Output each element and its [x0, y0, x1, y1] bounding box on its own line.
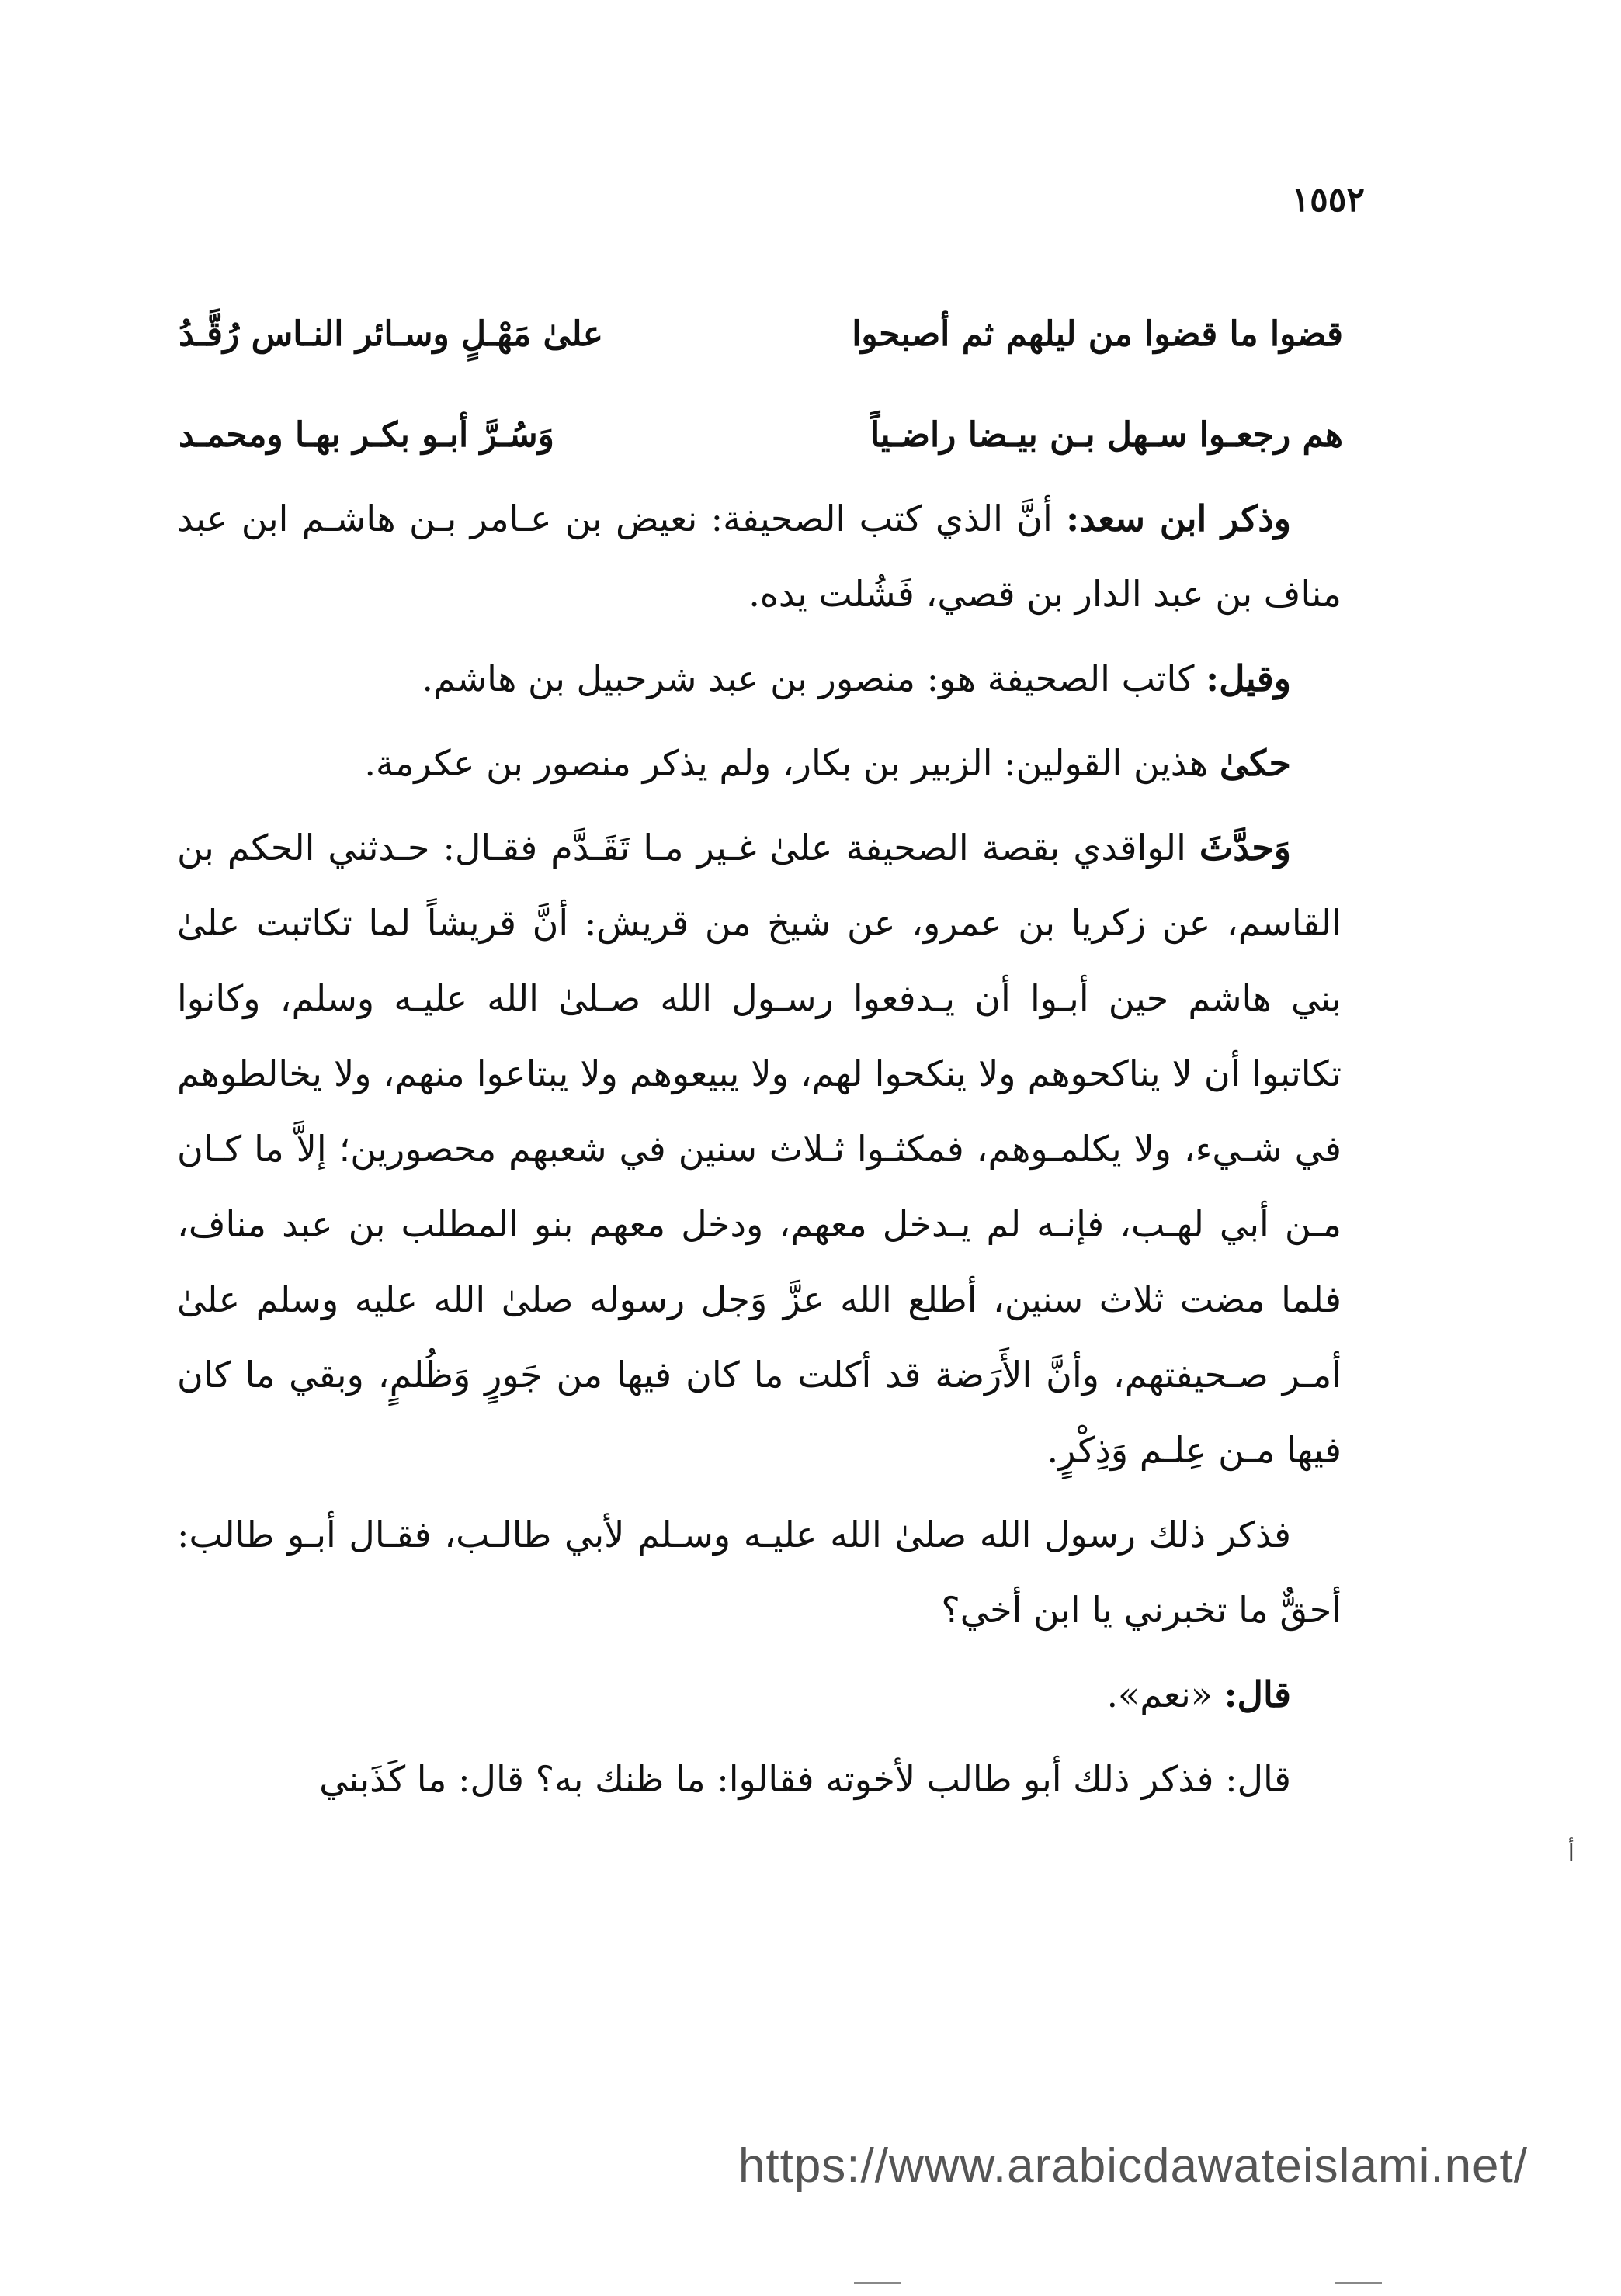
paragraph-text: هذين القولين: الزبير بن بكار، ولم يذكر منصور بن عكرمة.: [364, 742, 1220, 784]
paragraph-text: كاتب الصحيفة هو: منصور بن عبد شرحبيل بن هاشم.: [422, 657, 1206, 699]
paragraph-lead: وذكر ابن سعد:: [1066, 498, 1292, 539]
paragraph-lead: حكىٰ: [1219, 742, 1291, 784]
verse-2-second-hemistich: وَسُـرَّ أبـو بكـر بهـا ومحمـد: [179, 414, 554, 455]
verse-2-first-hemistich: هم رجعـوا سـهل بـن بيـضا راضـياً: [870, 414, 1343, 455]
verse-1-second-hemistich: علىٰ مَهْـلٍ وسـائر النـاس رُقَّـدُ: [179, 314, 603, 354]
verse-2: [179, 384, 1343, 485]
bottom-rule-left: [854, 2282, 901, 2284]
paragraph-lead: وقيل:: [1206, 657, 1291, 699]
margin-mark: أ: [1567, 1840, 1574, 1867]
paragraph-lead: قال:: [1224, 1673, 1291, 1715]
poem-block: [179, 283, 1343, 485]
verse-1-first-hemistich: قضوا ما قضوا من ليلهم ثم أصبحوا: [852, 314, 1343, 354]
paragraph: [177, 1497, 1342, 1648]
paragraph-text: أنَّ الذي كتب الصحيفة: نعيض بن عـامر بـن هاشـم ابن عبد مناف بن عبد الدار بن قصي، فَشُلت يده.: [177, 498, 1342, 615]
paragraph-text: «نعم».: [1106, 1673, 1224, 1715]
bottom-rule-right: [1335, 2282, 1382, 2284]
paragraph: [177, 1657, 1342, 1732]
paragraph: [177, 726, 1342, 801]
paragraph-text: الواقدي بقصة الصحيفة علىٰ غـير مـا تَقَـدَّم فقـال: حـدثني الحكم بن القاسم، عن زكريا بن عمرو، عن شيخ من قريش: أنَّ قريشاً لما تكاتبت علىٰ بني هاشم حين أبـوا أن يـدفعوا رسـول الله صـلىٰ الله عليـه وسلم، وكانوا تكاتبوا أن لا يناكحوهم ولا ينكحوا لهم، ولا يبيعوهم ولا يبتاعوا منهم، ولا يخالطوهم في شـيء، ولا يكلمـوهم، فمكثـوا ثـلاث سنين في شعبهم محصورين؛ إلاَّ ما كـان مـن أبي لهـب، فإنـه لم يـدخل معهم، ودخل معهم بنو المطلب بن عبد مناف، فلما مضت ثلاث سنين، أطلع الله عزَّ وَجل رسوله صلىٰ الله عليه وسلم علىٰ أمـر صـحيفتهم، وأنَّ الأَرَضة قد أكلت ما كان فيها من جَورٍ وَظُلمٍ، وبقي ما كان فيها مـن عِلـم وَذِكْرٍ.: [177, 827, 1342, 1471]
paragraph: [177, 641, 1342, 716]
paragraph-text: قال: فذكر ذلك أبو طالب لأخوته فقالوا: ما ظنك به؟ قال: ما كَذَبني: [319, 1758, 1291, 1800]
watermark-url: https://www.arabicdawateislami.net/: [738, 2139, 1528, 2193]
page-number: ١٥٥٢: [1291, 180, 1365, 220]
paragraph: [177, 481, 1342, 632]
paragraph-text: فذكر ذلك رسول الله صلىٰ الله عليـه وسـلم لأبي طالـب، فقـال أبـو طالب: أحقٌّ ما تخبرني يا ابن أخي؟: [177, 1514, 1342, 1631]
verse-1: [179, 283, 1343, 384]
paragraph: [177, 1742, 1342, 1817]
paragraph-lead: وَحدَّثَ: [1199, 827, 1291, 869]
prose-body: [177, 481, 1342, 1826]
paragraph: [177, 810, 1342, 1488]
